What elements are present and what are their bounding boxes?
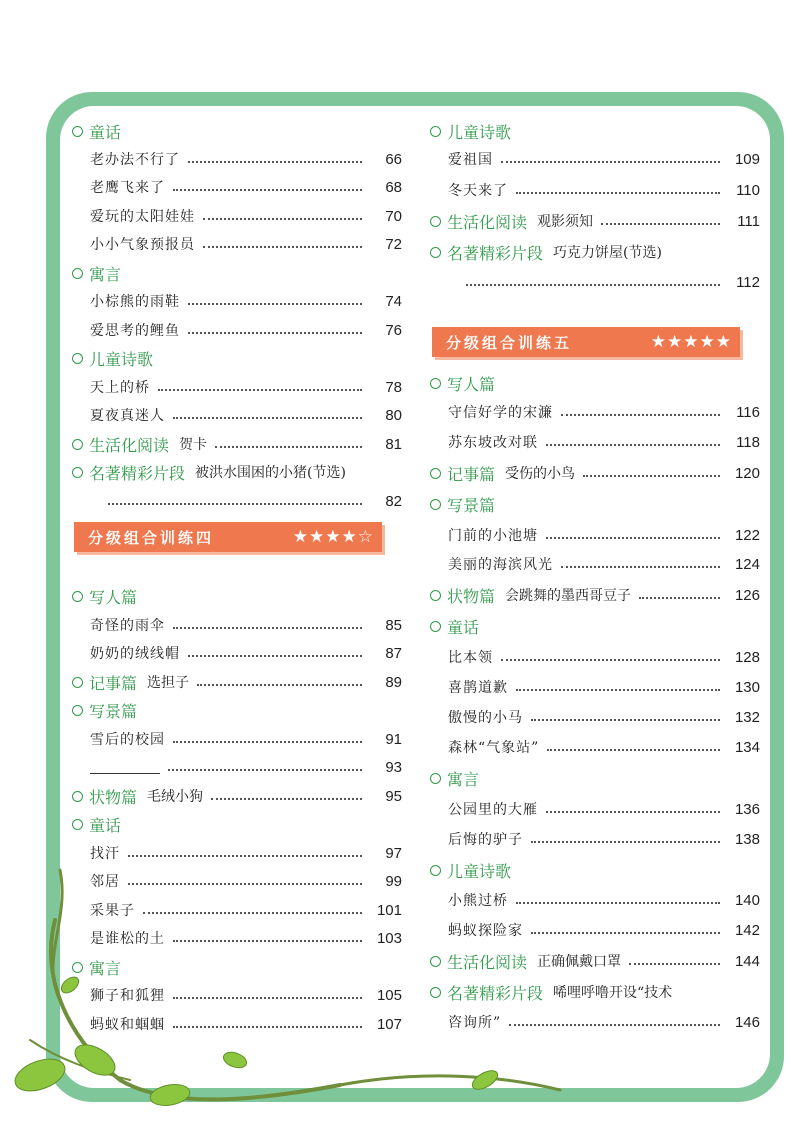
entry-title: 冬天来了 <box>448 183 508 199</box>
page-number: 138 <box>734 830 760 848</box>
section-label: 名著精彩片段 <box>447 243 544 263</box>
entry-title: 贺卡 <box>179 437 208 453</box>
page-number: 146 <box>734 1013 760 1031</box>
section-label: 儿童诗歌 <box>447 861 512 881</box>
section-label: 童话 <box>89 815 122 835</box>
section-label: 状物篇 <box>447 586 496 606</box>
page-number: 132 <box>734 708 760 726</box>
rating-stars-icon: ★★★★☆ <box>292 527 374 547</box>
entry-title: 奶奶的绒线帽 <box>90 646 180 662</box>
page-number: 120 <box>734 464 760 482</box>
page-number: 101 <box>376 901 402 919</box>
entry-title: 正确佩戴口罩 <box>537 954 622 970</box>
entry-title: 受伤的小鸟 <box>505 466 576 482</box>
page-number: 142 <box>734 921 760 939</box>
banner-title: 分级组合训练四 <box>88 528 215 547</box>
entry-title: 小棕熊的雨鞋 <box>90 294 180 310</box>
page-number: 72 <box>385 235 402 253</box>
page-number: 82 <box>385 492 402 510</box>
section-label: 状物篇 <box>89 787 138 807</box>
section-label: 寓言 <box>89 958 122 978</box>
page-number: 87 <box>385 644 402 662</box>
entry-title: 森林“气象站” <box>448 740 540 756</box>
page-number: 95 <box>385 787 402 805</box>
section-label: 生活化阅读 <box>447 952 528 972</box>
section-label: 寓言 <box>89 264 122 284</box>
section-label: 名著精彩片段 <box>447 983 544 1003</box>
entry-title: 苏东坡改对联 <box>448 435 538 451</box>
entry-title: 爱思考的鲤鱼 <box>90 323 180 339</box>
entry-title: 邻居 <box>90 874 120 890</box>
entry-title: 守信好学的宋濂 <box>448 405 553 421</box>
page-number: 122 <box>734 526 760 544</box>
entry-title: 后悔的驴子 <box>448 832 523 848</box>
section-label: 记事篇 <box>89 673 138 693</box>
page-number: 124 <box>734 555 760 573</box>
entry-title: 狮子和狐狸 <box>90 988 165 1004</box>
entry-title: 被洪水围困的小猪(节选) <box>195 465 346 481</box>
section-label: 写人篇 <box>89 587 138 607</box>
entry-title: 观影须知 <box>537 214 594 230</box>
page-number: 80 <box>385 406 402 424</box>
page-number: 107 <box>376 1015 402 1033</box>
page-number: 74 <box>385 292 402 310</box>
section-label: 写景篇 <box>89 701 138 721</box>
page-number: 103 <box>376 929 402 947</box>
page-number: 78 <box>385 378 402 396</box>
page-number: 105 <box>376 986 402 1004</box>
page-number: 70 <box>385 207 402 225</box>
page-number: 81 <box>385 435 402 453</box>
banner-title: 分级组合训练五 <box>446 333 573 352</box>
entry-title: 是谁松的土 <box>90 931 165 947</box>
section-label: 名著精彩片段 <box>89 463 186 483</box>
page-number: 89 <box>385 673 402 691</box>
entry-title: 蚂蚁探险家 <box>448 923 523 939</box>
entry-title: 毛绒小狗 <box>147 789 204 805</box>
section-label: 写景篇 <box>447 495 496 515</box>
entry-title: 门前的小池塘 <box>448 528 538 544</box>
rating-stars-icon: ★★★★★ <box>650 332 732 352</box>
page-number: 99 <box>385 872 402 890</box>
page-number: 97 <box>385 844 402 862</box>
entry-title: 老办法不行了 <box>90 152 180 168</box>
entry-title: 小小气象预报员 <box>90 237 195 253</box>
page-number: 110 <box>736 181 760 199</box>
entry-title: 采果子 <box>90 903 135 919</box>
entry-title: 爱祖国 <box>448 152 493 168</box>
entry-title: 蚂蚁和蝈蝈 <box>90 1017 165 1033</box>
entry-title: 巧克力饼屋(节选) <box>553 245 662 261</box>
page-number: 66 <box>385 150 402 168</box>
page-number: 85 <box>385 616 402 634</box>
entry-title: 公园里的大雁 <box>448 802 538 818</box>
entry-title: 小熊过桥 <box>448 893 508 909</box>
entry-title: 选担子 <box>147 675 190 691</box>
section-label: 儿童诗歌 <box>89 349 154 369</box>
page-number: 136 <box>734 800 760 818</box>
section-label: 记事篇 <box>447 464 496 484</box>
section-label: 写人篇 <box>447 374 496 394</box>
page-number: 76 <box>385 321 402 339</box>
page-number: 130 <box>734 678 760 696</box>
section-label: 童话 <box>447 617 480 637</box>
section-label: 童话 <box>89 122 122 142</box>
page-number: 68 <box>385 178 402 196</box>
entry-title: 爱玩的太阳娃娃 <box>90 209 195 225</box>
page-number: 109 <box>734 150 760 168</box>
entry-title: 会跳舞的墨西哥豆子 <box>505 588 632 604</box>
section-label: 儿童诗歌 <box>447 122 512 142</box>
entry-title: 唏哩呼噜开设“技术 <box>553 985 673 1001</box>
page-number: 140 <box>734 891 760 909</box>
entry-title: 比本领 <box>448 650 493 666</box>
page-number: 144 <box>734 952 760 970</box>
entry-title: 咨询所” <box>448 1015 502 1031</box>
page-number: 128 <box>734 648 760 666</box>
entry-title: 雪后的校园 <box>90 732 165 748</box>
entry-title: 喜鹊道歉 <box>448 680 508 696</box>
page-number: 112 <box>736 273 760 291</box>
page-number: 116 <box>736 403 760 421</box>
section-label: 寓言 <box>447 769 480 789</box>
entry-title: 天上的桥 <box>90 380 150 396</box>
entry-title: 奇怪的雨伞 <box>90 618 165 634</box>
page-number: 111 <box>737 212 760 230</box>
page-number: 93 <box>385 758 402 776</box>
section-label: 生活化阅读 <box>89 435 170 455</box>
entry-title: 傲慢的小马 <box>448 710 523 726</box>
page-number: 118 <box>736 433 760 451</box>
page-number: 126 <box>734 586 760 604</box>
entry-title: 美丽的海滨风光 <box>448 557 553 573</box>
page-number: 91 <box>385 730 402 748</box>
entry-title: 老鹰飞来了 <box>90 180 165 196</box>
entry-title: 夏夜真迷人 <box>90 408 165 424</box>
page-number: 134 <box>734 738 760 756</box>
section-label: 生活化阅读 <box>447 212 528 232</box>
entry-title: 找汗 <box>90 846 120 862</box>
